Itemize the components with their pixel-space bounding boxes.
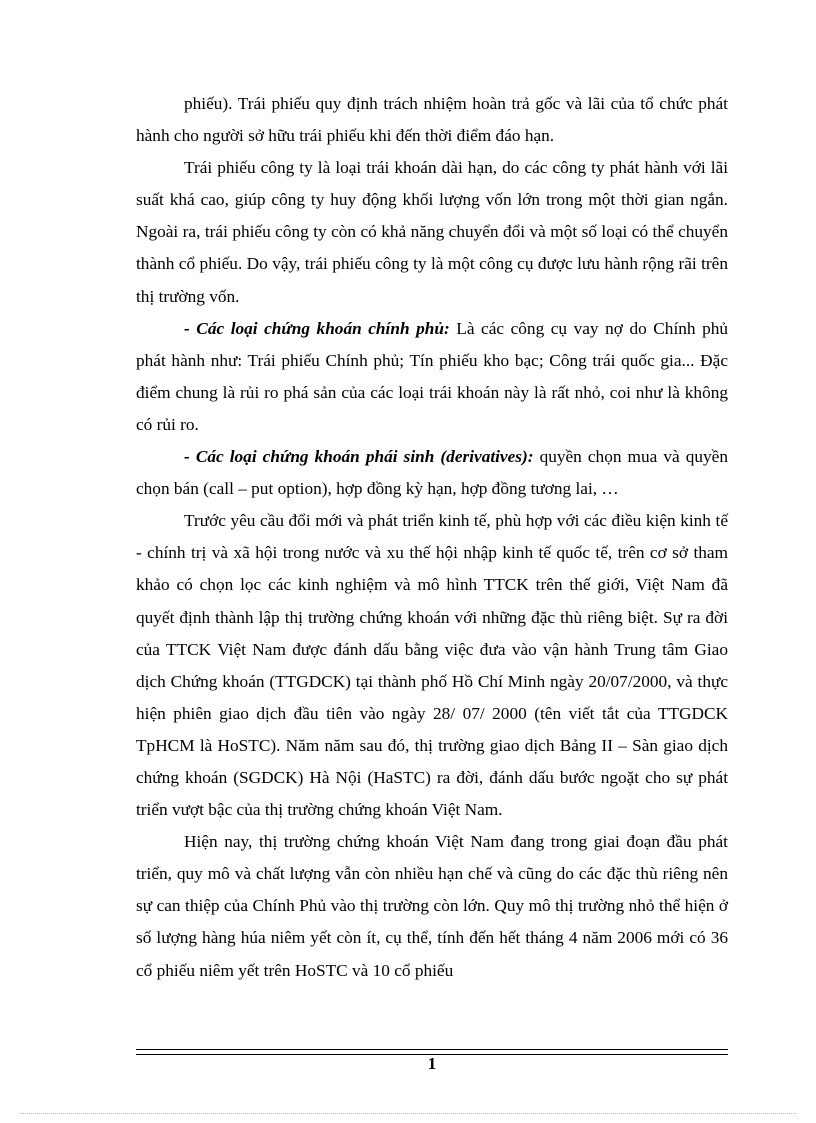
body-text	[136, 88, 728, 987]
paragraph-lead: - Các loại chứng khoán phái sinh (derivatives):	[184, 447, 534, 467]
page-number: 1	[427, 1054, 437, 1073]
page-edge-dotted-line	[20, 1113, 796, 1114]
paragraph-text: quyền chọn mua và quyền chọn bán (call – put option), hợp đồng kỳ hạn, hợp đồng tương lai, …	[136, 447, 728, 499]
paragraph	[136, 88, 728, 152]
paragraph	[136, 826, 728, 986]
paragraph-text: phiếu). Trái phiếu quy định trách nhiệm hoàn trả gốc và lãi của tổ chức phát hành cho người sở hữu trái phiếu khi đến thời điểm đáo hạn.	[136, 94, 728, 146]
paragraph	[136, 313, 728, 441]
paragraph-text: Trái phiếu công ty là loại trái khoán dài hạn, do các công ty phát hành với lãi suất khá cao, giúp công ty huy động khối lượng vốn lớn trong một thời gian ngắn. Ngoài ra, trái phiếu công ty còn có khả năng chuyển đổi và một số loại có thể chuyển thành cổ phiếu. Do vậy, trái phiếu công ty là một công cụ được lưu hành rộng rãi trên thị trường vốn.	[136, 158, 728, 306]
paragraph	[136, 441, 728, 505]
paragraph	[136, 152, 728, 312]
paragraph-text: Trước yêu cầu đổi mới và phát triển kinh tế, phù hợp với các điều kiện kinh tế - chính trị và xã hội trong nước và xu thế hội nhập kinh tế quốc tế, trên cơ sở tham khảo có chọn lọc các kinh nghiệm và mô hình TTCK trên thế giới, Việt Nam đã quyết định thành lập thị trường chứng khoán với những đặc thù riêng biệt. Sự ra đời của TTCK Việt Nam được đánh dấu bằng việc đưa vào vận hành Trung tâm Giao dịch Chứng khoán (TTGDCK) tại thành phố Hồ Chí Minh ngày 20/07/2000, và thực hiện phiên giao dịch đầu tiên vào ngày 28/ 07/ 2000 (tên viết tắt của TTGDCK TpHCM là HoSTC). Năm năm sau đó, thị trường giao dịch Bảng II – Sàn giao dịch chứng khoán (SGDCK) Hà Nội (HaSTC) ra đời, đánh dấu bước ngoặt cho sự phát triển vượt bậc của thị trường chứng khoán Việt Nam.	[136, 511, 728, 820]
paragraph-text: Là các công cụ vay nợ do Chính phủ phát hành như: Trái phiếu Chính phủ; Tín phiếu kho bạc; Công trái quốc gia... Đặc điểm chung là rủi ro phá sản của các loại trái khoán này là rất nhỏ, coi như là không có rủi ro.	[136, 318, 728, 434]
paragraph-text: Hiện nay, thị trường chứng khoán Việt Nam đang trong giai đoạn đầu phát triển, quy mô và chất lượng vẫn còn nhiều hạn chế và cũng do các đặc thù riêng nên sự can thiệp của Chính Phủ vào thị trường còn lớn. Quy mô thị trường nhỏ thể hiện ở số lượng hàng húa niêm yết còn ít, cụ thể, tính đến hết tháng 4 năm 2006 mới có 36 cổ phiếu niêm yết trên HoSTC và 10 cổ phiếu	[136, 832, 728, 980]
paragraph	[136, 505, 728, 826]
paragraph-lead: - Các loại chứng khoán chính phủ:	[184, 318, 450, 338]
